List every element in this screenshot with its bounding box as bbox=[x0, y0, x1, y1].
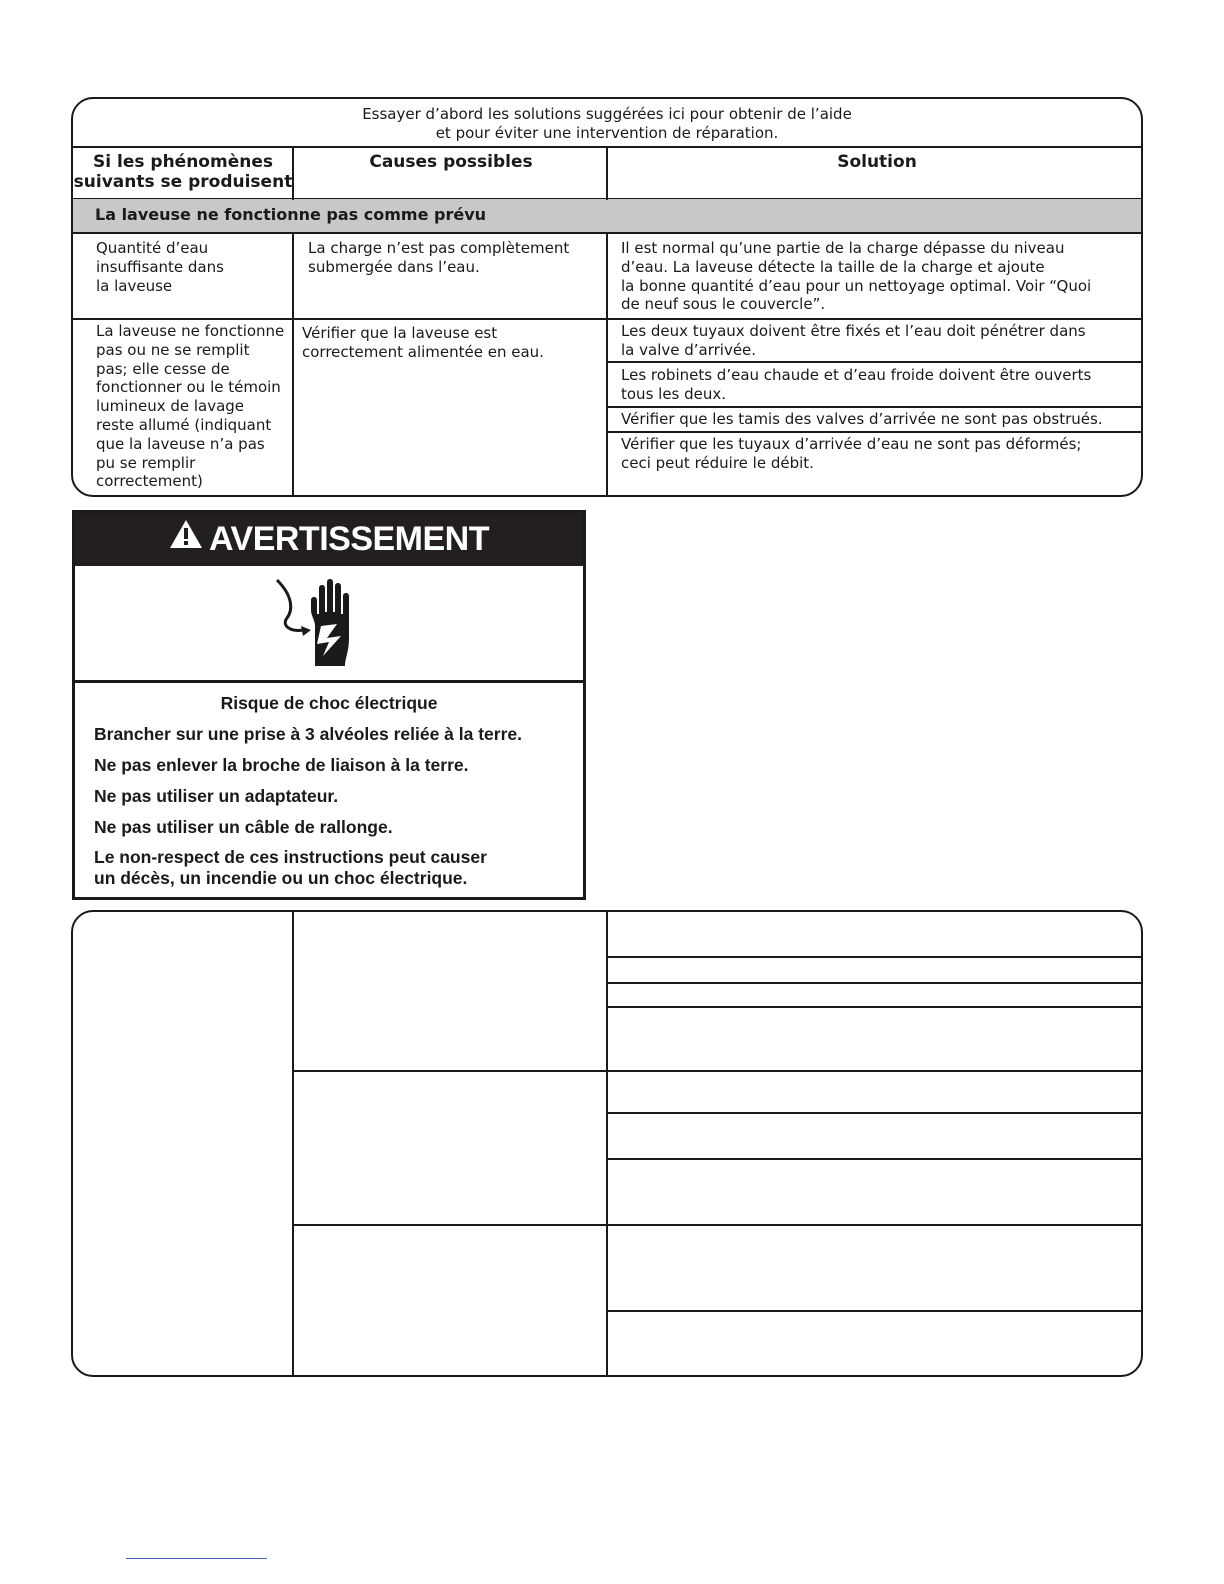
row-divider bbox=[73, 318, 1141, 320]
column-divider bbox=[292, 146, 294, 200]
solution-divider bbox=[608, 431, 1143, 433]
section-header bbox=[73, 199, 1141, 233]
row-2-solution-2: Les robinets d’eau chaude et d’eau froide doivent être ouverts tous les deux. bbox=[621, 366, 1092, 403]
row-divider bbox=[608, 982, 1143, 984]
section-title: La laveuse ne fonctionne pas comme prévu bbox=[95, 205, 487, 224]
row-2-solution-3: Vérifier que les tamis des valves d’arrivée ne sont pas obstrués. bbox=[621, 410, 1103, 428]
warning-divider bbox=[75, 680, 583, 683]
row-1-cause: La charge n’est pas complètement submergée dans l’eau. bbox=[308, 239, 570, 276]
warning-line-1: Brancher sur une prise à 3 alvéoles reliée à la terre. bbox=[94, 724, 523, 744]
row-1-solution: Il est normal qu’une partie de la charge dépasse du niveau d’eau. La laveuse détecte la taille de la charge et ajoute la bonne quantité d’eau pour un nettoyage optimal. Voir “Quoi de neuf sous le couvercle”. bbox=[621, 239, 1092, 314]
row-divider bbox=[608, 1310, 1143, 1312]
warning-triangle-icon bbox=[169, 512, 203, 565]
column-divider bbox=[606, 233, 608, 497]
continuation-table bbox=[71, 910, 1143, 1377]
row-2-solution-4: Vérifier que les tuyaux d’arrivée d’eau ne sont pas déformés; ceci peut réduire le débit. bbox=[621, 435, 1082, 472]
warning-line-2: Ne pas enlever la broche de liaison à la terre. bbox=[94, 755, 469, 775]
table-intro-line-1: Essayer d’abord les solutions suggérées ici pour obtenir de l’aide bbox=[362, 105, 852, 123]
table-intro-line-2: et pour éviter une intervention de réparation. bbox=[435, 124, 779, 142]
row-2-solution-1: Les deux tuyaux doivent être fixés et l’eau doit pénétrer dans la valve d’arrivée. bbox=[621, 322, 1086, 359]
warning-line-5b: un décès, un incendie ou un choc électrique. bbox=[94, 868, 468, 888]
solution-divider bbox=[608, 361, 1143, 363]
row-divider bbox=[608, 1006, 1143, 1008]
warning-risk: Risque de choc électrique bbox=[220, 693, 438, 713]
column-divider bbox=[606, 146, 608, 200]
warning-box bbox=[72, 510, 586, 900]
footer-rule bbox=[126, 1558, 267, 1559]
column-header-causes: Causes possibles bbox=[369, 152, 533, 172]
row-divider bbox=[608, 1158, 1143, 1160]
warning-title: AVERTISSEMENT bbox=[208, 520, 489, 558]
row-1-symptom: Quantité d’eau insuffisante dans la laveuse bbox=[96, 239, 224, 295]
row-2-cause: Vérifier que la laveuse est correctement alimentée en eau. bbox=[302, 324, 544, 361]
column-header-solution: Solution bbox=[837, 152, 917, 172]
column-divider bbox=[292, 912, 294, 1377]
warning-line-4: Ne pas utiliser un câble de rallonge. bbox=[94, 817, 393, 837]
row-2-symptom: La laveuse ne fonctionne pas ou ne se remplit pas; elle cesse de fonctionner ou le témoin lumineux de lavage reste allumé (indiquant que la laveuse n’a pas pu se remplir correctement) bbox=[96, 322, 285, 491]
solution-divider bbox=[608, 406, 1143, 408]
troubleshooting-table bbox=[71, 97, 1143, 497]
warning-line-3: Ne pas utiliser un adaptateur. bbox=[94, 786, 339, 806]
row-divider bbox=[608, 956, 1143, 958]
row-divider bbox=[294, 1224, 1143, 1226]
warning-header bbox=[75, 513, 583, 566]
row-divider bbox=[294, 1070, 1143, 1072]
column-header-symptoms: Si les phénomènes suivants se produisent bbox=[73, 152, 293, 192]
electric-shock-hand-icon bbox=[75, 566, 583, 682]
row-divider bbox=[608, 1112, 1143, 1114]
table-intro bbox=[73, 99, 1141, 147]
column-divider bbox=[292, 233, 294, 497]
warning-line-5a: Le non-respect de ces instructions peut causer bbox=[94, 847, 487, 867]
